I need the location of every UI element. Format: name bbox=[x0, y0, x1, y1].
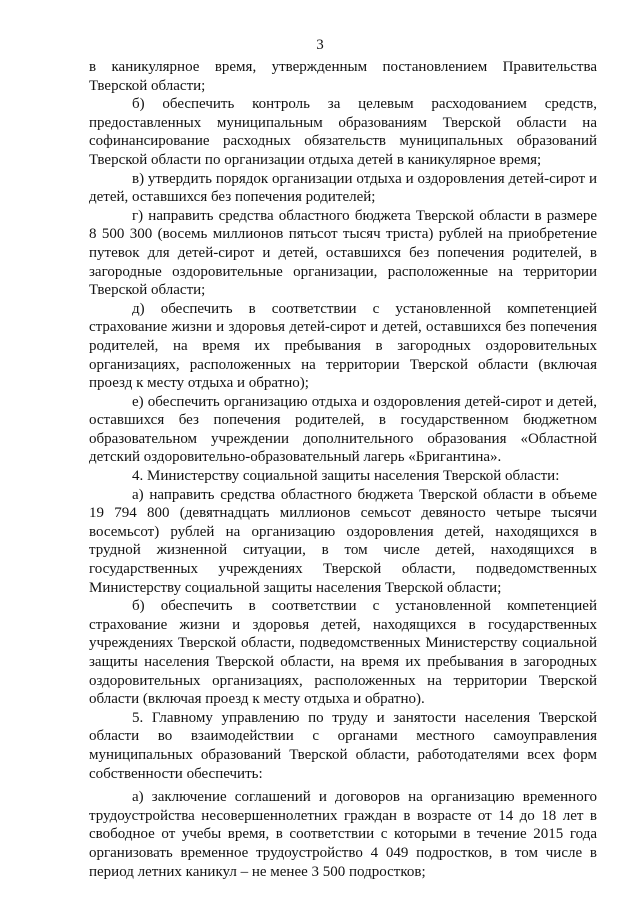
paragraph-item-v-procedure: в) утвердить порядок организации отдыха и оздоровления детей-сирот и детей, оставшихся без попечения родителей; bbox=[89, 170, 597, 206]
paragraph-section-5-heading: 5. Главному управлению по труду и занятости населения Тверской области во взаимодействии с органами местного самоуправления муниципальных образований Тверской области, работодателями всех форм собственности обеспечить: bbox=[89, 709, 597, 782]
paragraph-item-e-camp: е) обеспечить организацию отдыха и оздоровления детей-сирот и детей, оставшихся без попечения родителей, в государственном бюджетном образовательном учреждении дополнительного образования «Областной детский оздоровительно-образовательный лагерь «Бригантина». bbox=[89, 393, 597, 466]
document-body bbox=[89, 58, 597, 881]
paragraph-item-d-insurance: д) обеспечить в соответствии с установленной компетенцией страхование жизни и здоровья детей-сирот и детей, оставшихся без попечения родителей, на время их пребывания в загородных оздоровительных организациях, расположенных на территории Тверской области (включая проезд к месту отдыха и обратно); bbox=[89, 300, 597, 392]
paragraph-continuation: в каникулярное время, утвержденным постановлением Правительства Тверской области; bbox=[89, 59, 597, 94]
paragraph-section-4-item-b: б) обеспечить в соответствии с установленной компетенцией страхование жизни и здоровья детей, находящихся в государственных учреждениях Тверской области, подведомственных Министерству социальной защиты населения Тверской области, на время их пребывания в загородных оздоровительных организациях, расположенных на территории Тверской области (включая проезд к месту отдыха и обратно). bbox=[89, 598, 597, 708]
page-number: 3 bbox=[316, 37, 324, 53]
paragraph-item-g-funds: г) направить средства областного бюджета Тверской области в размере 8 500 300 (восемь миллионов пятьсот тысяч триста) рублей на приобретение путевок для детей-сирот и детей, оставшихся без попечения родителей, в загородные оздоровительные организации, расположенные на территории Тверской области; bbox=[89, 207, 597, 299]
paragraph-section-4-item-a: а) направить средства областного бюджета Тверской области в объеме 19 794 800 (девятнадцать миллионов семьсот девяносто четыре тысячи восемьсот) рублей на организацию оздоровления детей, находящихся в трудной жизненной ситуации, в том числе детей, находящихся в государственных учреждениях Тверской области, подведомственных Министерству социальной защиты населения Тверской области; bbox=[89, 486, 597, 596]
paragraph-section-5-item-a: а) заключение соглашений и договоров на организацию временного трудоустройства несовершеннолетних граждан в возрасте от 14 до 18 лет в свободное от учебы время, в соответствии с которыми в течение 2015 года организовать временное трудоустройство 4 049 подростков, в том числе в период летних каникул – не менее 3 500 подростков; bbox=[89, 789, 597, 880]
paragraph-item-b-control: б) обеспечить контроль за целевым расходованием средств, предоставленных муниципальным образованиям Тверской области на софинансирование расходных обязательств муниципальных образований Тверской области по организации отдыха детей в каникулярное время; bbox=[89, 96, 597, 168]
paragraph-section-4-heading: 4. Министерству социальной защиты населения Тверской области: bbox=[132, 468, 560, 485]
